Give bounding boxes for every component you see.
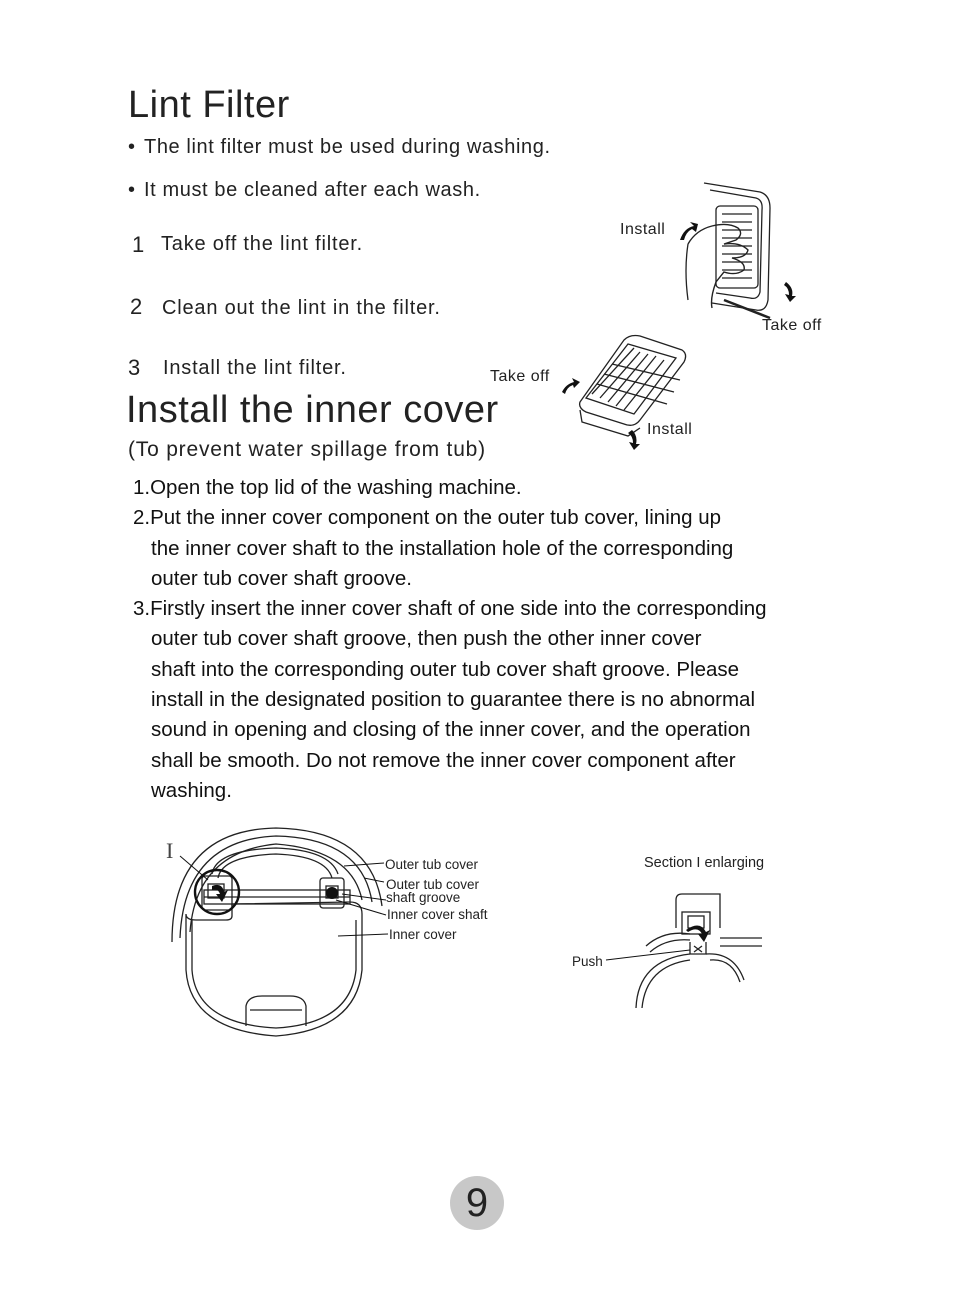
left-shaft-arrow	[212, 885, 228, 902]
label-groove-line-1: Outer tub cover	[386, 877, 480, 892]
arrow-install-top	[680, 222, 698, 240]
instruction-2: 2.Put the inner cover component on the outer tub cover, lining up	[133, 506, 722, 530]
label-takeoff-left: Take off	[490, 368, 550, 385]
label-inner-cover: Inner cover	[389, 927, 457, 942]
lint-bullet-2-text: It must be cleaned after each wash.	[144, 179, 481, 201]
filter-in-tub-drawing	[686, 183, 770, 318]
inner-cover-instructions	[133, 473, 853, 806]
lint-bullet-1-text: The lint filter must be used during washing.	[144, 136, 551, 158]
instruction-3-line-4: install in the designated position to guarantee there is no abnormal	[151, 688, 756, 712]
inner-cover-title: Install the inner cover	[126, 389, 499, 431]
tub-top-view	[172, 828, 382, 1036]
label-groove-line-2: shaft groove	[386, 890, 461, 905]
lint-step-3-text: Install the lint filter.	[163, 357, 347, 379]
inner-cover-subtitle: (To prevent water spillage from tub)	[128, 438, 486, 461]
instruction-2-line-3: outer tub cover shaft groove.	[151, 566, 412, 590]
label-install-bottom: Install	[647, 421, 693, 438]
instruction-3: 3.Firstly insert the inner cover shaft of one side into the corresponding	[133, 597, 767, 621]
instruction-2-line-2: the inner cover shaft to the installation hole of the corresponding	[151, 536, 734, 560]
loose-filter-drawing	[580, 336, 686, 437]
label-install-top: Install	[620, 221, 666, 238]
section-enlarged-drawing	[636, 894, 762, 1008]
instruction-3-line-5: sound in opening and closing of the inner cover, and the operation	[151, 718, 751, 742]
label-inner-cover-shaft: Inner cover shaft	[387, 907, 488, 922]
right-shaft-dot	[326, 887, 338, 899]
instruction-3-line-7: washing.	[151, 778, 232, 802]
arrow-takeoff-left	[562, 378, 580, 394]
page-number: 9	[450, 1176, 504, 1230]
lint-step-3-number: 3	[128, 355, 141, 380]
lint-filter-title: Lint Filter	[128, 84, 290, 126]
lint-step-1-number: 1	[132, 232, 145, 257]
lint-step-2-text: Clean out the lint in the filter.	[162, 297, 441, 319]
label-outer-tub-cover: Outer tub cover	[385, 857, 479, 872]
label-section-title: Section I enlarging	[644, 855, 765, 871]
lint-bullet-1: • The lint filter must be used during washing.	[128, 136, 551, 158]
section-marker-i: I	[166, 838, 174, 863]
arrow-install-bottom	[628, 430, 640, 450]
instruction-3-line-2: outer tub cover shaft groove, then push the other inner cover	[151, 627, 702, 651]
instruction-3-line-3: shaft into the corresponding outer tub cover shaft groove. Please	[151, 657, 740, 681]
instruction-3-line-6: shall be smooth. Do not remove the inner cover component after	[151, 748, 736, 772]
push-leader	[606, 950, 690, 960]
lint-step-2-number: 2	[130, 294, 143, 319]
lint-step-1-text: Take off the lint filter.	[161, 233, 363, 255]
label-takeoff-right: Take off	[762, 317, 822, 334]
marker-leader	[180, 856, 208, 880]
lint-bullet-2: • It must be cleaned after each wash.	[128, 179, 481, 201]
inner-cover-diagram	[0, 820, 954, 1050]
arrow-takeoff-right	[784, 282, 796, 302]
label-push: Push	[572, 954, 603, 969]
instruction-1: 1.Open the top lid of the washing machine.	[133, 476, 522, 499]
